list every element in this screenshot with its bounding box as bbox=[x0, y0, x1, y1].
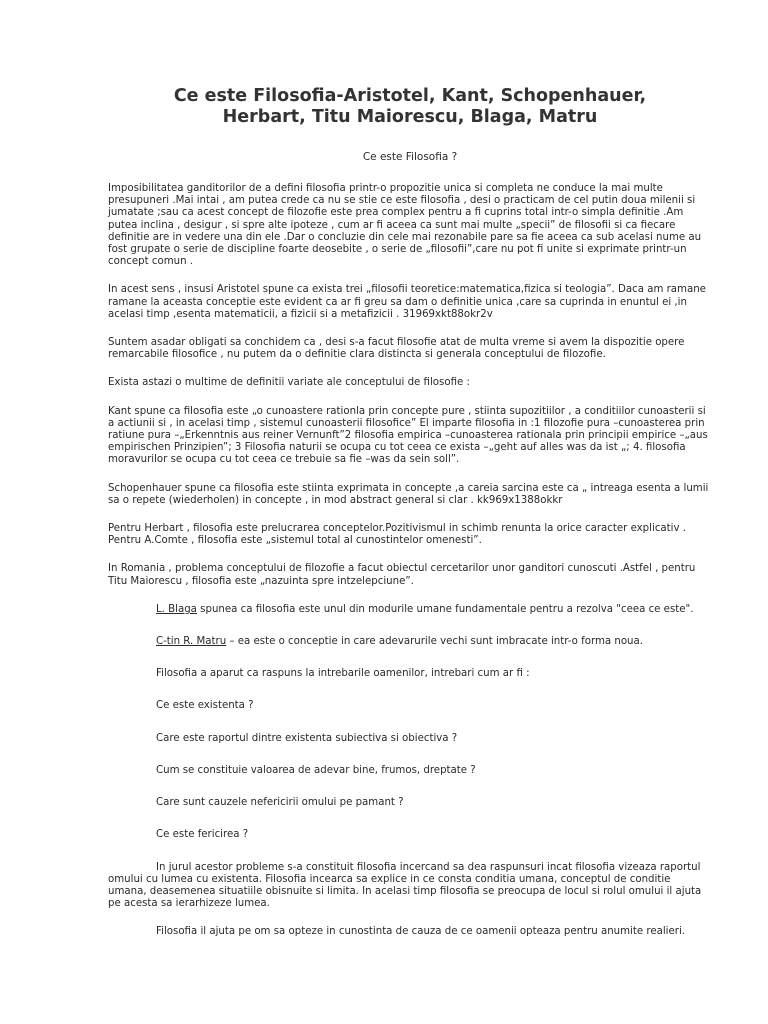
blaga-text: spunea ca filosofia este unul din modurile umane fundamentale pentru a rezolva "ceea ce este". bbox=[196, 603, 694, 615]
paragraph: Schopenhauer spune ca filosofia este stiinta exprimata in concepte ,a careia sarcina este ca „ intreaga esenta a lumii sa o repete (wiederholen) in concepte , in mod abstract general si clar . kk969x1388okkr bbox=[108, 482, 709, 506]
paragraph: In jurul acestor probleme s-a constituit filosofia incercand sa dea raspunsuri incat filosofia vizeaza raportul omului cu lumea cu existenta. Filosofia incearca sa explice in ce consta conditia umana, conceptul de conditie umana, deasemenea situatiile obisnuite si limita. In acelasi timp filosofia se preocupa de locul si rolul omului il ajuta pe acesta sa ierarhizeze lumea. bbox=[108, 861, 702, 910]
questions-intro: Filosofia a aparut ca raspuns la intrebarile oamenilor, intrebari cum ar fi : bbox=[156, 668, 530, 680]
question-item: Cum se constituie valoarea de adevar bine, frumos, dreptate ? bbox=[156, 764, 476, 776]
paragraph: In Romania , problema conceptului de filozofie a facut obiectul cercetarilor unor ganditori cunoscuti .Astfel , pentru Titu Maiorescu , filosofia este „nazuinta spre intzelepciune”. bbox=[108, 563, 696, 587]
blaga-link[interactable]: L. Blaga bbox=[156, 603, 197, 615]
paragraph: Filosofia il ajuta pe om sa opteze in cunostinta de cauza de ce oamenii opteaza pentru anumite realieri. bbox=[156, 926, 686, 938]
question-item: Ce este fericirea ? bbox=[156, 829, 249, 841]
question-item: Care sunt cauzele nefericirii omului pe pamant ? bbox=[156, 797, 404, 809]
question-item: Ce este existenta ? bbox=[156, 700, 254, 712]
document-subtitle: Ce este Filosofia ? bbox=[362, 151, 458, 163]
paragraph: Suntem asadar obligati sa conchidem ca , desi s-a facut filosofie atat de multa vreme si avem la dispozitie opere remarcabile filosofice , nu putem da o definitie clara distincta si generala conceptului de filozofie. bbox=[108, 337, 685, 361]
question-item: Care este raportul dintre existenta subiectiva si obiectiva ? bbox=[156, 732, 458, 744]
matru-link[interactable]: C-tin R. Matru bbox=[156, 636, 227, 648]
document-title: Ce este Filosofia-Aristotel, Kant, Schopenhauer, Herbart, Titu Maiorescu, Blaga, Matru bbox=[173, 86, 647, 127]
paragraph: Kant spune ca filosofia este „o cunoastere rationla prin concepte pure , stiinta supozitiilor , a conditiilor cunoasterii si a actiunii si , in acelasi timp , sistemul cunoasterii filosofice” El imparte filosofia in :1 filozofie pura –cunoasterea prin ratiune pura –„Erkenntnis aus reiner Vernunft”2 filosofia empirica –cunoasterea rationala prin principii empirice –„aus empirischen Prinzipien”; 3 Filosofia naturii se ocupa cu tot ceea ce exista –„geht auf alles was da ist „; 4. filosofia moravurilor se ocupa cu tot ceea ce trebuie sa fie –was da sein soll”. bbox=[108, 405, 708, 466]
matru-text: – ea este o conceptie in care adevarurile vechi sunt imbracate intr-o forma noua. bbox=[226, 636, 643, 648]
paragraph: In acest sens , insusi Aristotel spune ca exista trei „filosofii teoretice:matematica,fizica si teologia”. Daca am ramane ramane la aceasta conceptie este evident ca ar fi greu sa dam o definitie unica ,care sa cuprinda in enuntul ei ,in acelasi timp ,esenta matematicii, a fizicii si a metafizicii . 31969xkt88okr2v bbox=[108, 284, 706, 320]
blaga-paragraph bbox=[108, 604, 712, 616]
paragraph: Pentru Herbart , filosofia este prelucrarea conceptelor.Pozitivismul in schimb renunta la orice caracter explicativ . Pentru A.Comte , filosofia este „sistemul total al cunostintelor omenesti”. bbox=[108, 523, 686, 547]
paragraph: Exista astazi o multime de definitii variate ale conceptului de filosofie : bbox=[108, 377, 470, 389]
paragraph: Imposibilitatea ganditorilor de a defini filosofia printr-o propozitie unica si completa ne conduce la mai multe presupuneri .Mai intai , am putea crede ca nu se stie ce este filosofia , desi o practicam de cel putin doua milenii si jumatate ;sau ca acest concept de filozofie este prea complex pentru a fi cuprins total intr-o simpla definitie .Am putea inclina , desigur , si spre alte ipoteze , cum ar fi aceea ca sunt mai multe „specii” de filosofii si ca fiecare definitie are in vedere una din ele .Dar o concluzie din cele mai rezonabile pare sa fie aceea ca sub acelasi nume au fost grupate o serie de discipline foarte deosebite , o serie de „filosofii”,care nu pot fi unite si exprimate printr-un concept comun . bbox=[108, 183, 702, 268]
matru-paragraph bbox=[108, 636, 712, 648]
